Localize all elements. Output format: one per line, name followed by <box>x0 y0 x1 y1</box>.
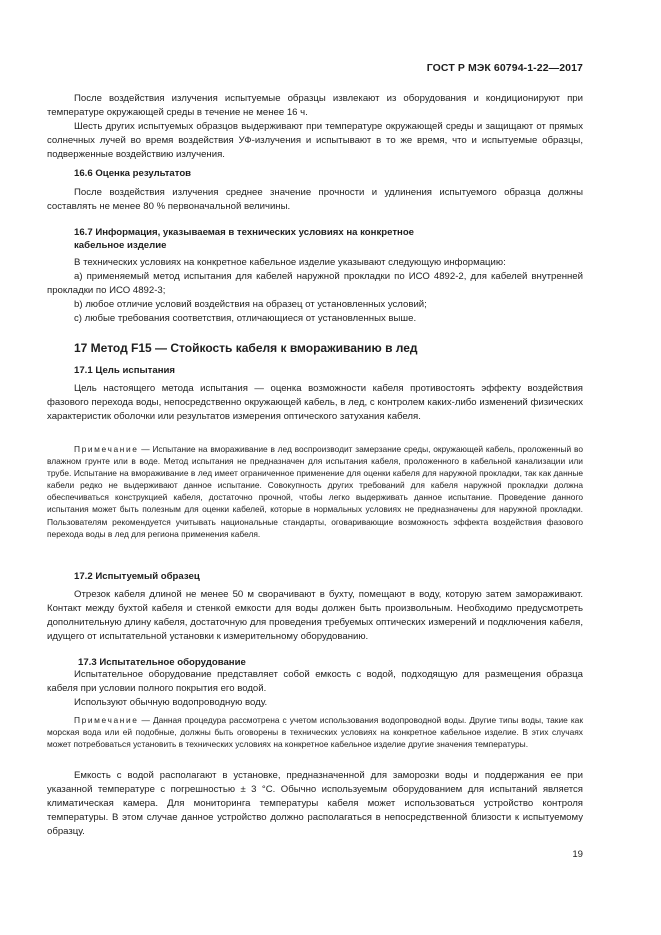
section-title: 17.2 Испытуемый образец <box>74 571 200 582</box>
paragraph-text: Испытательное оборудование представляет собой емкость с водой, подходящую для размещения образца кабеля при условии полного покрытия его водой. <box>47 669 583 694</box>
paragraph-text: Цель настоящего метода испытания — оценка возможности кабеля противостоять эффекту воздействия фазового перехода воды, непосредственно окружающей кабель, в лед, с контролем каких-либо изменений физических характеристик оболочки или результатов измерения оптического затухания кабеля. <box>47 383 583 422</box>
note-text <box>47 443 583 540</box>
paragraph-text: Отрезок кабеля длиной не менее 50 м сворачивают в бухту, помещают в воду, которую затем замораживают. Контакт между бухтой кабеля и стенкой емкости для воды должен быть произвольным. Необходимо предусмотреть дополнительную длину кабеля, достаточную для проведения требуемых оптических измерений и подключения кабеля, идущего от испытательной установки к измерительному оборудованию. <box>47 589 583 642</box>
section-title-line2: кабельное изделие <box>74 240 167 251</box>
list-item-b: b) любое отличие условий воздействия на образец от установленных условий; <box>74 299 427 310</box>
page-number: 19 <box>572 849 583 860</box>
section-16-7 <box>47 226 583 252</box>
section-title: 17.3 Испытательное оборудование <box>78 657 246 668</box>
note-water <box>47 714 583 750</box>
section-17-1 <box>47 364 583 377</box>
paragraph-text: После воздействия излучения испытуемые образцы извлекают из оборудования и кондиционируют при температуре окружающей среды в течение не менее 16 ч. <box>47 93 583 118</box>
section-17 <box>47 340 583 356</box>
section-17-3-equipment <box>47 769 583 839</box>
note-text <box>47 714 583 750</box>
note-body: — Испытание на вмораживание в лед воспроизводит замерзание среды, окружающей кабель, проложенный во влажном грунте или в воде. Метод испытания не предназначен для испытания кабеля, проложенного в кабельной канализации или трубе. Испытание на вмораживание в лед имеет ограниченное применение для оценки кабеля для наружной прокладки, так как данные кабели редко не выдерживают данное испытание. Совокупность других требований для кабеля наружной прокладки должна обеспечиваться конструкцией кабеля, достаточно прочной, чтобы легко выдерживать данное испытание. Проведение данного испытания может быть полезным для оценки кабелей, которые в нормальных условиях не предназначены для наружной прокладки. Пользователям рекомендуется учитывать национальные стандарты, оговаривающие возможность эффекта воздействия фазового перехода воды в лед для региона применения кабеля. <box>47 444 583 539</box>
section-17-1-body <box>47 382 583 424</box>
list-item-a: a) применяемый метод испытания для кабелей наружной прокладки по ИСО 4892-2, для кабелей внутренней прокладки по ИСО 4892-3; <box>47 271 583 296</box>
section-title: 16.6 Оценка результатов <box>74 168 192 179</box>
paragraph-text: В технических условиях на конкретное кабельное изделие указывают следующую информацию: <box>74 257 506 268</box>
section-16-6-body <box>47 186 583 214</box>
paragraph-control-samples <box>47 120 583 162</box>
section-17-2-body <box>47 588 583 644</box>
note-label: Примечание <box>74 444 139 454</box>
paragraph-conditioning <box>47 92 583 120</box>
section-title: 17.1 Цель испытания <box>74 365 176 376</box>
section-title-line1: 16.7 Информация, указываемая в технических условиях на конкретное <box>74 227 415 238</box>
section-17-3-body <box>47 668 583 710</box>
note-ice <box>47 443 583 540</box>
document-header: ГОСТ Р МЭК 60794-1-22—2017 <box>426 62 583 74</box>
note-label: Примечание <box>74 715 139 725</box>
note-body: — Данная процедура рассмотрена с учетом использования водопроводной воды. Другие типы воды, такие как морская вода или ей подобные, должны быть оговорены в технических условиях на конкретное кабельное изделие. В этих случаях может потребоваться установить в технических условиях на конкретное кабельное изделие другие значения температуры. <box>47 715 583 750</box>
paragraph-text: Емкость с водой располагают в установке, предназначенной для заморозки воды и поддержания ее при указанной температуре с погрешностью ± 3 °C. Обычно используемым оборудованием для испытаний является климатическая камера. Для мониторинга температуры кабеля может использоваться устройство контроля температуры. В этом случае данное устройство должно располагаться в непосредственной близости к испытуемому образцу. <box>47 770 583 837</box>
paragraph-text: После воздействия излучения среднее значение прочности и удлинения испытуемого образца должны составлять не менее 80 % первоначальной величины. <box>47 187 583 212</box>
section-16-7-body <box>47 256 583 326</box>
paragraph-text: Используют обычную водопроводную воду. <box>74 697 268 708</box>
section-16-6 <box>47 167 583 180</box>
paragraph-text: Шесть других испытуемых образцов выдерживают при температуре окружающей среды и защищают от прямых солнечных лучей во время воздействия УФ-излучения и испытывают в то же время, что и испытуемые образцы, подверженные воздействию излучения. <box>47 121 583 160</box>
list-item-c: c) любые требования соответствия, отличающиеся от установленных выше. <box>74 313 417 324</box>
section-17-2 <box>47 570 583 583</box>
section-heading: 17 Метод F15 — Стойкость кабеля к вмораживанию в лед <box>74 341 418 355</box>
